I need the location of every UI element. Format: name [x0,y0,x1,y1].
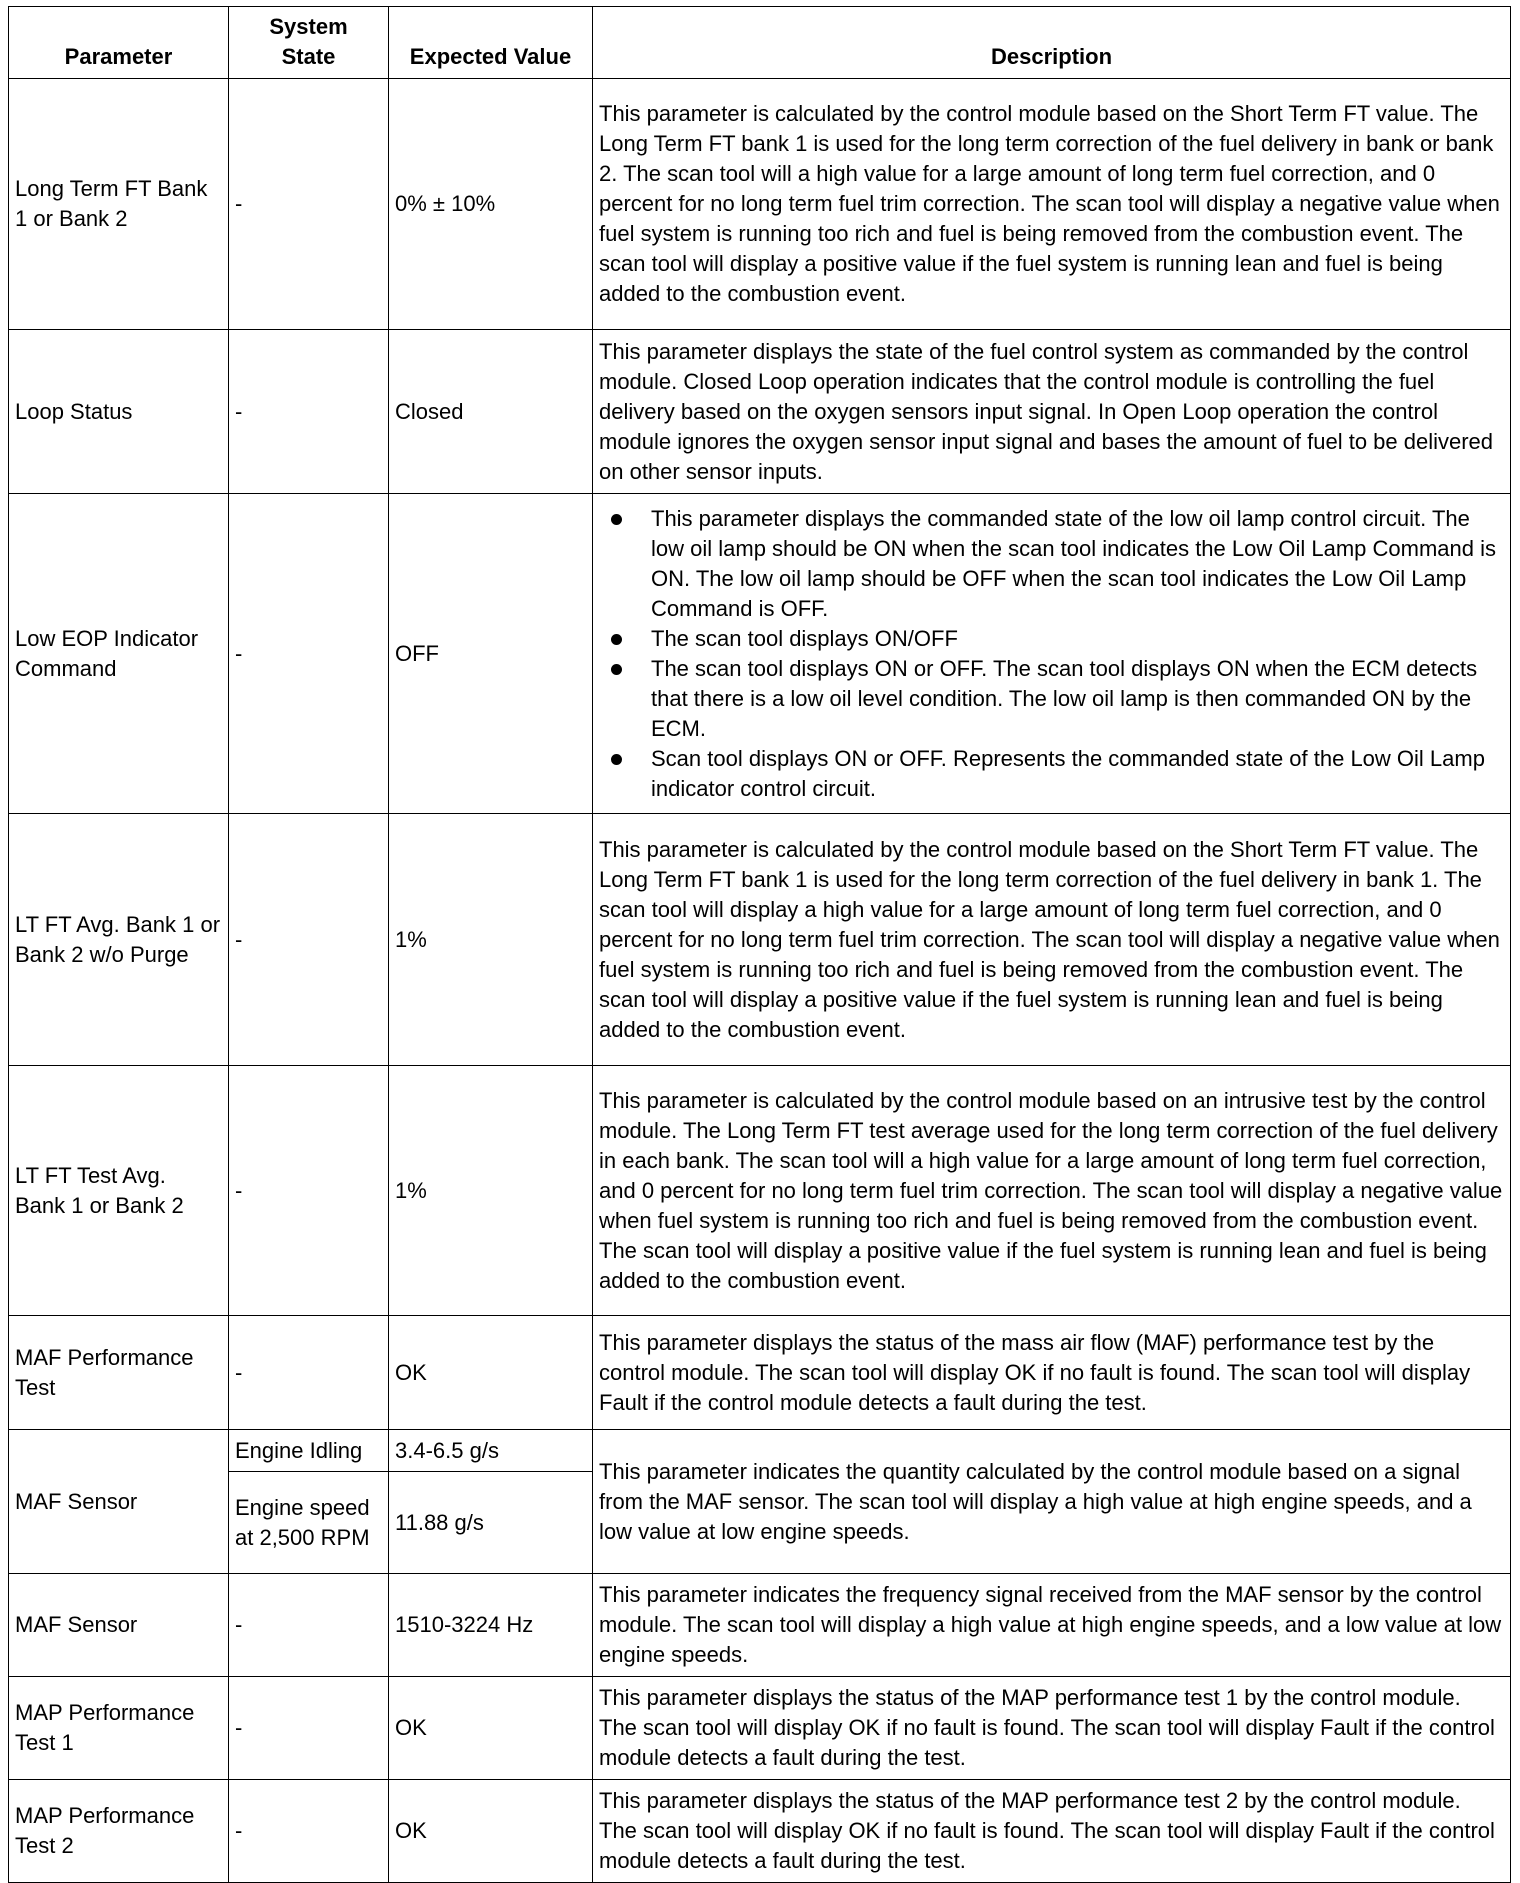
bullet-item [651,504,1504,624]
cell-parameter: MAF Performance Test [9,1316,229,1430]
bullet-item [651,624,1504,654]
cell-description-bullets [593,494,1511,814]
cell-system-state: Engine Idling [229,1430,389,1472]
cell-system-state: - [229,494,389,814]
cell-description: This parameter is calculated by the control module based on an intrusive test by the control module. The Long Term FT test average used for the long term correction of the fuel delivery in each bank. The scan tool will a high value for a large amount of long term fuel correction, and 0 percent for no long term fuel trim correction. The scan tool will display a negative value when fuel system is running too rich and fuel is being removed from the combustion event. The scan tool will display a positive value if the fuel system is running lean and fuel is being added to the combustion event. [593,1066,1511,1316]
header-system-state-line2: State [281,44,336,69]
cell-system-state: - [229,814,389,1066]
bullet-item [651,654,1504,744]
cell-description: This parameter is calculated by the control module based on the Short Term FT value. The Long Term FT bank 1 is used for the long term correction of the fuel delivery in bank 1. The scan tool will display a high value for a large amount of long term fuel correction, and 0 percent for no long term fuel trim correction. The scan tool will display a negative value when fuel system is running too rich and fuel is being removed from the combustion event. The scan tool will display a positive value if the fuel system is running lean and fuel is being added to the combustion event. [593,814,1511,1066]
cell-parameter: Low EOP Indicator Command [9,494,229,814]
cell-expected-value: Closed [389,330,593,494]
cell-system-state: Engine speed at 2,500 RPM [229,1472,389,1574]
bullet-list [599,504,1504,804]
bullet-text: The scan tool displays ON or OFF. The scan tool displays ON when the ECM detects that there is a low oil level condition. The low oil lamp is then commanded ON by the ECM. [651,655,1478,741]
cell-description: This parameter displays the state of the fuel control system as commanded by the control module. Closed Loop operation indicates that the control module is controlling the fuel delivery based on the oxygen sensors input signal. In Open Loop operation the control module ignores the oxygen sensor input signal and bases the amount of fuel to be delivered on other sensor inputs. [593,330,1511,494]
cell-parameter: MAP Performance Test 2 [9,1780,229,1883]
table-row [9,494,1511,814]
cell-system-state: - [229,1574,389,1677]
header-parameter: Parameter [9,7,229,79]
bullet-icon [611,634,622,645]
table-row [9,79,1511,330]
header-system-state-line1: System [269,14,348,39]
cell-expected-value: 1510-3224 Hz [389,1574,593,1677]
cell-parameter: LT FT Test Avg. Bank 1 or Bank 2 [9,1066,229,1316]
table-row [9,1316,1511,1430]
table-row [9,814,1511,1066]
parameter-table [8,6,1511,1883]
cell-system-state: - [229,1677,389,1780]
bullet-text: The scan tool displays ON/OFF [651,625,958,651]
cell-parameter: MAF Sensor [9,1574,229,1677]
bullet-item [651,744,1504,804]
cell-parameter: Loop Status [9,330,229,494]
cell-description: This parameter indicates the frequency signal received from the MAF sensor by the control module. The scan tool will display a high value at high engine speeds, and a low value at low engine speeds. [593,1574,1511,1677]
table-row [9,1066,1511,1316]
cell-expected-value: OK [389,1780,593,1883]
bullet-icon [611,664,622,675]
cell-expected-value: OK [389,1677,593,1780]
cell-system-state: - [229,1066,389,1316]
header-row [9,7,1511,79]
cell-expected-value: 11.88 g/s [389,1472,593,1574]
cell-parameter: LT FT Avg. Bank 1 or Bank 2 w/o Purge [9,814,229,1066]
cell-description: This parameter displays the status of the MAP performance test 2 by the control module. The scan tool will display OK if no fault is found. The scan tool will display Fault if the control module detects a fault during the test. [593,1780,1511,1883]
cell-expected-value: OK [389,1316,593,1430]
cell-description: This parameter is calculated by the control module based on the Short Term FT value. The Long Term FT bank 1 is used for the long term correction of the fuel delivery in bank or bank 2. The scan tool will a high value for a large amount of long term fuel correction, and 0 percent for no long term fuel trim correction. The scan tool will display a negative value when fuel system is running too rich and fuel is being removed from the combustion event. The scan tool will display a positive value if the fuel system is running lean and fuel is being added to the combustion event. [593,79,1511,330]
cell-description: This parameter displays the status of the MAP performance test 1 by the control module. The scan tool will display OK if no fault is found. The scan tool will display Fault if the control module detects a fault during the test. [593,1677,1511,1780]
cell-system-state: - [229,1316,389,1430]
cell-expected-value: 1% [389,1066,593,1316]
cell-parameter: Long Term FT Bank 1 or Bank 2 [9,79,229,330]
cell-description: This parameter indicates the quantity calculated by the control module based on a signal from the MAF sensor. The scan tool will display a high value at high engine speeds, and a low value at low engine speeds. [593,1430,1511,1574]
table-row [9,1430,1511,1472]
cell-parameter: MAP Performance Test 1 [9,1677,229,1780]
bullet-text: This parameter displays the commanded state of the low oil lamp control circuit. The low oil lamp should be ON when the scan tool indicates the Low Oil Lamp Command is ON. The low oil lamp should be OFF when the scan tool indicates the Low Oil Lamp Command is OFF. [651,505,1496,621]
header-description: Description [593,7,1511,79]
cell-expected-value: 3.4-6.5 g/s [389,1430,593,1472]
cell-expected-value: 1% [389,814,593,1066]
cell-system-state: - [229,79,389,330]
cell-parameter: MAF Sensor [9,1430,229,1574]
table-row [9,1677,1511,1780]
cell-expected-value: OFF [389,494,593,814]
table-row [9,330,1511,494]
bullet-icon [611,754,622,765]
bullet-icon [611,514,622,525]
table-row [9,1574,1511,1677]
cell-system-state: - [229,1780,389,1883]
cell-system-state: - [229,330,389,494]
header-expected-value: Expected Value [389,7,593,79]
table-row [9,1780,1511,1883]
cell-expected-value: 0% ± 10% [389,79,593,330]
header-system-state [229,7,389,79]
cell-description: This parameter displays the status of the mass air flow (MAF) performance test by the control module. The scan tool will display OK if no fault is found. The scan tool will display Fault if the control module detects a fault during the test. [593,1316,1511,1430]
bullet-text: Scan tool displays ON or OFF. Represents the commanded state of the Low Oil Lamp indicator control circuit. [651,745,1485,801]
